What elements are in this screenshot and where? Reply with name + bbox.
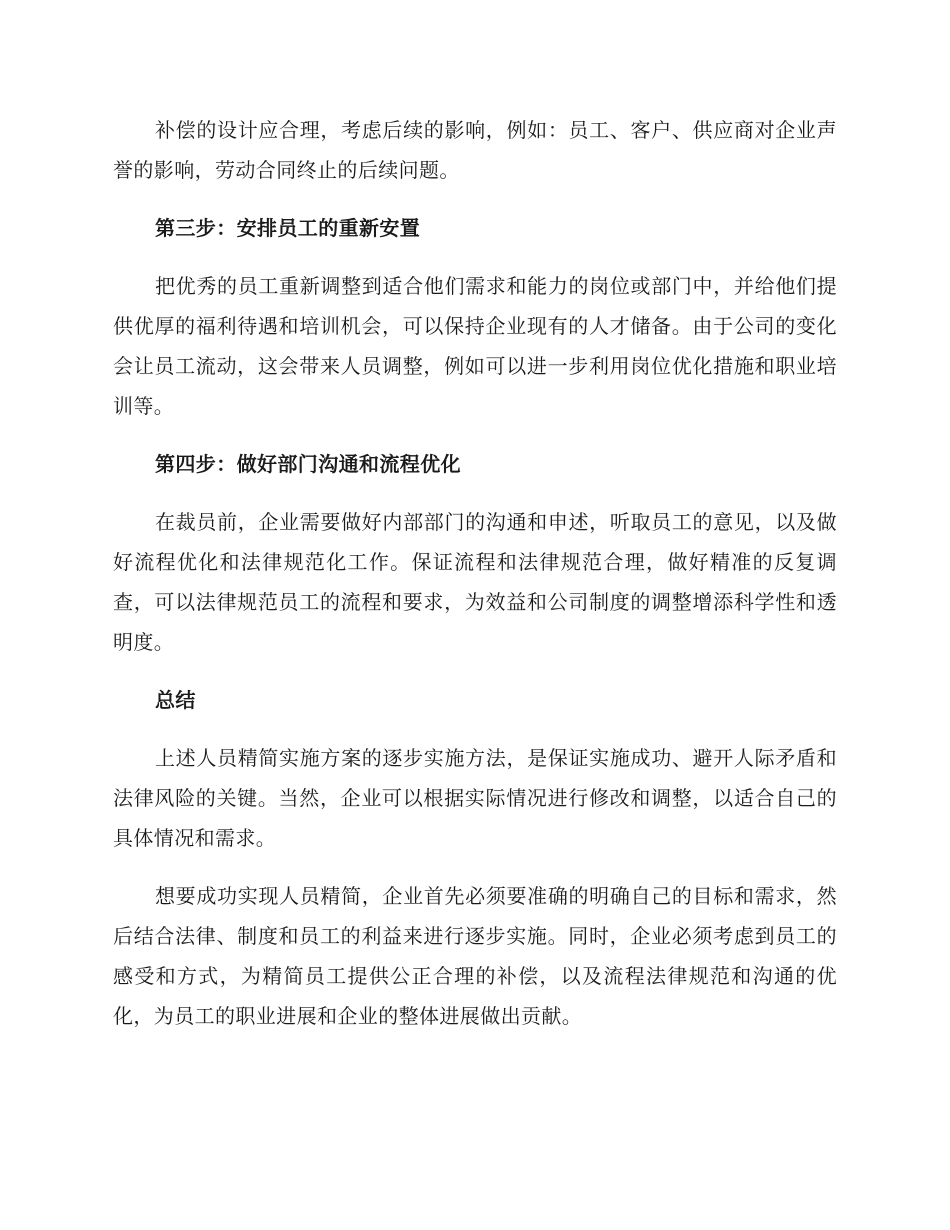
paragraph-resettlement: 把优秀的员工重新调整到适合他们需求和能力的岗位或部门中，并给他们提供优厚的福利待遇和培训机会，可以保持企业现有的人才储备。由于公司的变化会让员工流动，这会带来人员调整，例如可以进一步利用岗位优化措施和职业培训等。	[113, 274, 837, 418]
paragraph-communication: 在裁员前，企业需要做好内部部门的沟通和申述，听取员工的意见，以及做好流程优化和法律规范化工作。保证流程和法律规范合理，做好精准的反复调查，可以法律规范员工的流程和要求，为效益和公司制度的调整增添科学性和透明度。	[113, 510, 837, 654]
heading-step-three: 第三步：安排员工的重新安置	[155, 216, 421, 240]
heading-summary: 总结	[155, 688, 196, 712]
document-body	[113, 110, 837, 1054]
heading-step-four: 第四步：做好部门沟通和流程优化	[155, 452, 461, 476]
paragraph-summary: 上述人员精简实施方案的逐步实施方法，是保证实施成功、避开人际矛盾和法律风险的关键。当然，企业可以根据实际情况进行修改和调整，以适合自己的具体情况和需求。	[113, 746, 837, 850]
paragraph-conclusion: 想要成功实现人员精简，企业首先必须要准确的明确自己的目标和需求，然后结合法律、制度和员工的利益来进行逐步实施。同时，企业必须考虑到员工的感受和方式，为精简员工提供公正合理的补偿，以及流程法律规范和沟通的优化，为员工的职业进展和企业的整体进展做出贡献。	[113, 884, 837, 1028]
paragraph-compensation: 补偿的设计应合理，考虑后续的影响，例如：员工、客户、供应商对企业声誉的影响，劳动合同终止的后续问题。	[113, 118, 837, 182]
